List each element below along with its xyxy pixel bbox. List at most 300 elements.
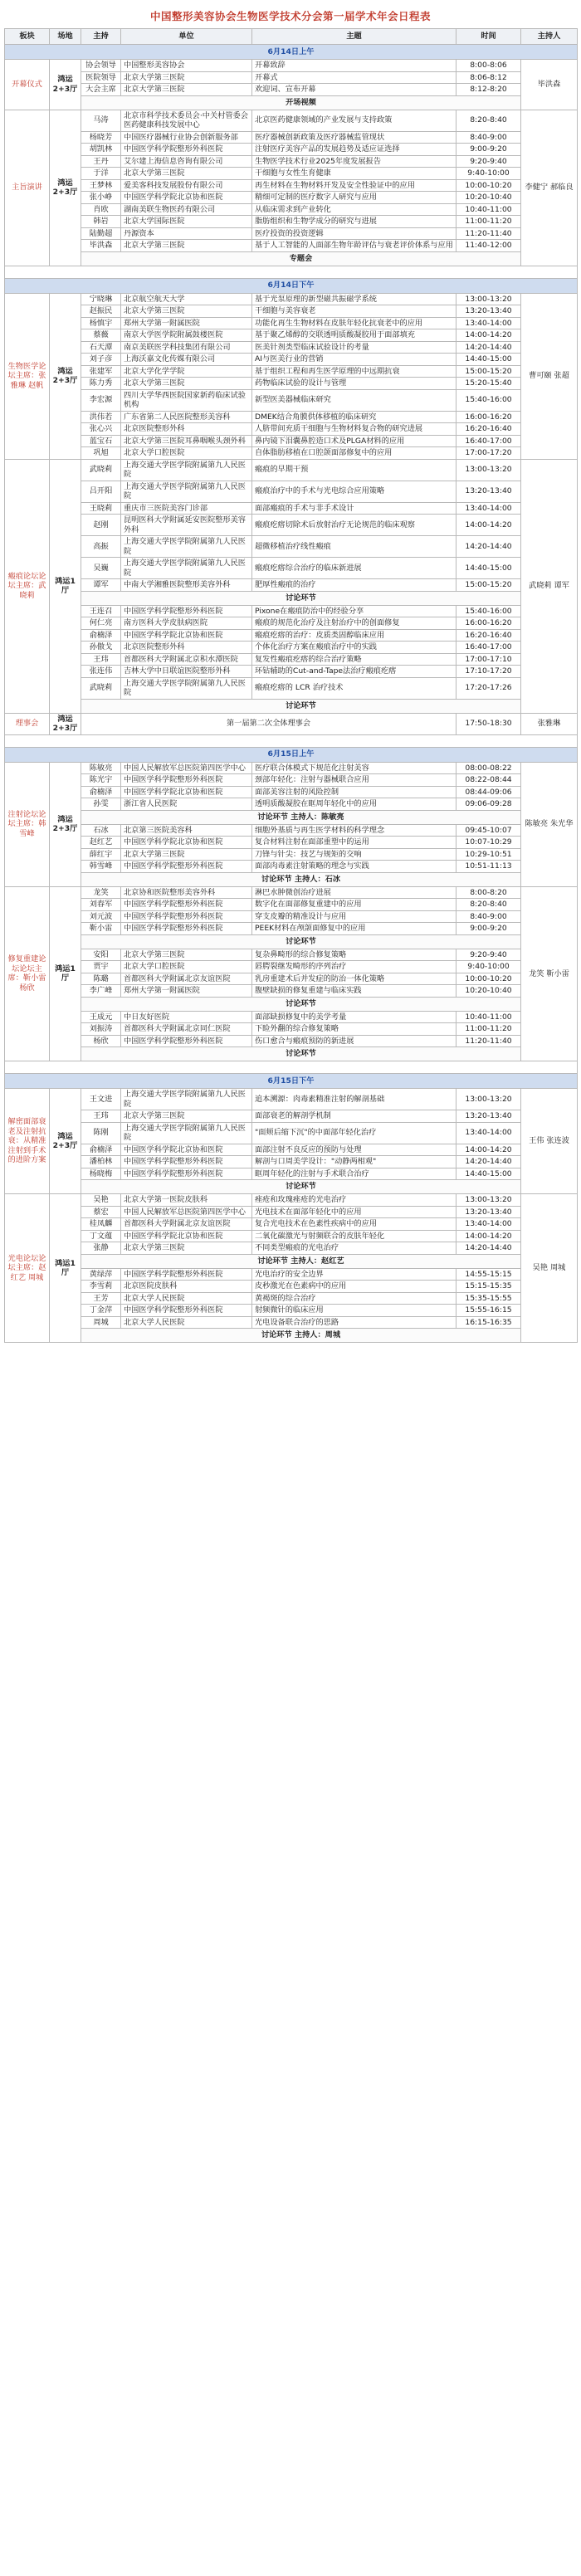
session-row [5,1023,578,1036]
time-cell: 16:20-16:40 [456,423,521,436]
time-cell: 16:00-16:20 [456,617,521,630]
session-row [5,1292,578,1305]
header-section: 板块 [5,29,50,45]
topic-cell: 干细胞与女性生育健康 [252,168,456,180]
unit-cell: 北京大学口腔医院 [121,447,252,460]
time-cell: 10:20-10:40 [456,985,521,998]
unit-cell: 中国医疗器械行业协会创新服务部 [121,131,252,144]
day-header-row [5,1074,578,1089]
topic-cell: 不同类型瘢痕的光电治疗 [252,1242,456,1255]
session-row [5,579,578,592]
time-cell: 10:00-10:20 [456,973,521,985]
schedule-table [4,28,578,1343]
time-cell: 17:00-17:10 [456,653,521,666]
session-row [5,923,578,935]
unit-cell: 首都医科大学附属北京友谊医院 [121,1218,252,1231]
time-cell: 16:00-16:20 [456,411,521,423]
break-label: 讨论环节 主持人：陈敏亮 [81,810,521,824]
topic-cell: 瘢痕疙瘩的治疗：皮质类固醇临床应用 [252,629,456,642]
time-cell: 8:12-8:20 [456,84,521,96]
topic-cell: 伤口愈合与瘢痕预防的新进展 [252,1035,456,1047]
speaker-cell: 薛红宇 [81,848,121,861]
speaker-cell: 俞楠泽 [81,1144,121,1156]
session-row [5,1281,578,1293]
topic-cell: 透明质酸凝胶在眶周年轻化中的应用 [252,798,456,811]
wide-topic-cell: 第一届第二次全体理事会 [81,713,456,734]
topic-cell: 开幕致辞 [252,60,456,72]
time-cell: 8:40-9:00 [456,131,521,144]
time-cell: 16:15-16:35 [456,1316,521,1329]
time-cell: 14:40-15:00 [456,558,521,579]
time-cell: 14:00-14:20 [456,1144,521,1156]
speaker-cell: 王玮 [81,653,121,666]
session-row [5,617,578,630]
time-cell: 08:00-08:22 [456,762,521,774]
day-label: 6月15日上午 [5,747,578,762]
speaker-cell: 吴艳 [81,1194,121,1207]
time-cell: 14:20-14:40 [456,1156,521,1168]
session-row [5,1035,578,1047]
break-row [5,810,578,824]
topic-cell: 基于组织工程和再生医学原理的中远期抗衰 [252,365,456,378]
session-row [5,435,578,447]
session-row [5,1168,578,1180]
session-row [5,305,578,318]
time-cell: 13:40-14:00 [456,1122,521,1144]
speaker-cell: 俞楠泽 [81,786,121,798]
topic-cell: 瘢痕疙瘩的 LCR 治疗技术 [252,677,456,699]
session-row [5,1242,578,1255]
session-row [5,910,578,923]
time-cell: 11:00-11:20 [456,216,521,228]
topic-cell: 面部瘢痕的手术与非手术设计 [252,502,456,515]
section-name: 瘢痕论坛论坛主席：武晓莉 [5,459,50,713]
session-row [5,848,578,861]
topic-cell: 面部美容注射的风险控制 [252,786,456,798]
unit-cell: 北京医院整形外科 [121,423,252,436]
day-spacer [5,734,578,747]
unit-cell: 北京协和医院整形美容外科 [121,886,252,899]
speaker-cell: 马涛 [81,110,121,131]
unit-cell: 北京大学第三医院耳鼻咽喉头颈外科 [121,435,252,447]
venue-cell: 鸿运2+3厅 [50,60,81,110]
unit-cell: 北京医院整形外科 [121,642,252,654]
topic-cell: 环钻辅助的Cut-and-Tape法治疗瘢痕疙瘩 [252,666,456,678]
unit-cell: 北京医院皮肤科 [121,1281,252,1293]
unit-cell: 中国医学科学院北京协和医院 [121,192,252,204]
session-row [5,227,578,240]
session-row [5,861,578,873]
session-row [5,1305,578,1317]
break-row [5,872,578,886]
session-row [5,423,578,436]
session-row [5,365,578,378]
time-cell: 17:50-18:30 [456,713,521,734]
topic-cell: 痤疮和玫瑰痤疮的光电治疗 [252,1194,456,1207]
break-row [5,1329,578,1343]
session-row [5,973,578,985]
unit-cell: 中国医学科学院北京协和医院 [121,1144,252,1156]
speaker-cell: 协会领导 [81,60,121,72]
speaker-cell: 张静 [81,1242,121,1255]
speaker-cell: 胡凯林 [81,144,121,156]
speaker-cell: 张心兴 [81,423,121,436]
session-row [5,354,578,366]
time-cell: 8:00-8:06 [456,60,521,72]
topic-cell: 数字化在面部修复重建中的应用 [252,899,456,911]
unit-cell: 郑州大学第一附属医院 [121,317,252,329]
topic-cell: 复发性瘢痕疙瘩的综合治疗策略 [252,653,456,666]
time-cell: 13:20-13:40 [456,1206,521,1218]
topic-cell: 乳房重建术后并发症的防治一体化策略 [252,973,456,985]
day-spacer [5,1061,578,1074]
session-row [5,459,578,481]
break-label: 讨论环节 [81,1180,521,1194]
moderator-cell: 吴艳 周城 [521,1194,578,1343]
unit-cell: 北京大学化学学院 [121,365,252,378]
unit-cell: 中国医学科学院整形外科医院 [121,144,252,156]
speaker-cell: 桂凤麟 [81,1218,121,1231]
speaker-cell: 洪伟若 [81,411,121,423]
speaker-cell: 蔡薇 [81,329,121,342]
speaker-cell: 蓝宝石 [81,435,121,447]
speaker-cell: 刘子彦 [81,354,121,366]
moderator-cell: 陈敏亮 朱光华 [521,762,578,886]
speaker-cell: 陈璐 [81,973,121,985]
topic-cell: 瘢痕疙瘩综合治疗的临床新进展 [252,558,456,579]
session-row [5,666,578,678]
topic-cell: 自体脂肪移植在口腔颌面部修复中的应用 [252,447,456,460]
speaker-cell: 于洋 [81,168,121,180]
speaker-cell: 王晓莉 [81,502,121,515]
unit-cell: 北京大学第三医院 [121,305,252,318]
unit-cell: 中国医学科学院整形外科医院 [121,923,252,935]
speaker-cell: 何仁亮 [81,617,121,630]
time-cell: 14:00-14:20 [456,515,521,536]
unit-cell: 上海交通大学医学院附属第九人民医院 [121,459,252,481]
speaker-cell: 武晓莉 [81,677,121,699]
session-row [5,798,578,811]
unit-cell: 中国医学科学院整形外科医院 [121,1168,252,1180]
session-row [5,144,578,156]
time-cell: 15:00-15:20 [456,579,521,592]
unit-cell: 中南大学湘雅医院整形美容外科 [121,579,252,592]
unit-cell: 首都医科大学附属北京同仁医院 [121,1023,252,1036]
speaker-cell: 贾宇 [81,961,121,973]
time-cell: 09:06-09:28 [456,798,521,811]
speaker-cell: 韩岩 [81,216,121,228]
time-cell: 10:40-11:00 [456,1011,521,1023]
unit-cell: 广东省第二人民医院整形美容科 [121,411,252,423]
session-row [5,1194,578,1207]
time-cell: 17:20-17:26 [456,677,521,699]
unit-cell: 中国医学科学院整形外科医院 [121,1035,252,1047]
topic-cell: 面部肉毒素注射策略的理念与实践 [252,861,456,873]
topic-cell: 下睑外翻的综合修复策略 [252,1023,456,1036]
break-label: 讨论环节 主持人：赵红艺 [81,1254,521,1268]
time-cell: 14:20-14:40 [456,1242,521,1255]
session-row [5,515,578,536]
unit-cell: 北京大学第三医院 [121,71,252,84]
session-row [5,481,578,502]
speaker-cell: 黄绿萍 [81,1268,121,1281]
session-row [5,653,578,666]
topic-cell: Pixone在瘢痕防治中的经验分享 [252,605,456,617]
time-cell: 15:40-16:00 [456,389,521,411]
time-cell: 10:51-11:13 [456,861,521,873]
unit-cell: 北京大学第三医院 [121,848,252,861]
speaker-cell: 毕洪森 [81,240,121,252]
topic-cell: 瘢痕的规范化治疗及注射治疗中的创面修复 [252,617,456,630]
speaker-cell: 王连召 [81,605,121,617]
day-header-row [5,45,578,60]
unit-cell: 南京大学医学院附属鼓楼医院 [121,329,252,342]
speaker-cell: 杨晓梅 [81,1168,121,1180]
topic-cell: 唇腭裂继发畸形的序列治疗 [252,961,456,973]
time-cell: 10:20-10:40 [456,192,521,204]
unit-cell: 上海交通大学医学院附属第九人民医院 [121,1089,252,1110]
topic-cell: 再生材料在生物材料开发及安全性验证中的应用 [252,179,456,192]
break-row [5,934,578,949]
session-row [5,1206,578,1218]
unit-cell: 北京大学第三医院 [121,1242,252,1255]
speaker-cell: 王文进 [81,1089,121,1110]
time-cell: 10:29-10:51 [456,848,521,861]
day-header-row [5,278,578,293]
header-venue: 场地 [50,29,81,45]
speaker-cell: 丁文蕴 [81,1230,121,1242]
unit-cell: 南京美联医学科技集团有限公司 [121,341,252,354]
speaker-cell: 医院领导 [81,71,121,84]
speaker-cell: 丁金萍 [81,1305,121,1317]
speaker-cell: 王成元 [81,1011,121,1023]
topic-cell: 黄褐斑的综合治疗 [252,1292,456,1305]
topic-cell: 细胞外基质与再生医学材料的科学理念 [252,824,456,837]
session-row [5,131,578,144]
speaker-cell: 俞楠泽 [81,629,121,642]
speaker-cell: 李雪莉 [81,1281,121,1293]
speaker-cell: 刘春军 [81,899,121,911]
topic-cell: 干细胞与美容衰老 [252,305,456,318]
speaker-cell: 孙雯 [81,798,121,811]
time-cell: 14:40-15:00 [456,1168,521,1180]
section-name: 注射论坛论坛主席：韩雪峰 [5,762,50,886]
topic-cell: 北京医药健康领域的产业发展与支持政策 [252,110,456,131]
speaker-cell: 杨慎宇 [81,317,121,329]
unit-cell: 中国医学科学院整形外科医院 [121,861,252,873]
speaker-cell: 孙傲戈 [81,642,121,654]
topic-cell: 医疗器械创新政策及医疗器械监管现状 [252,131,456,144]
session-row [5,179,578,192]
topic-cell: 解剖与口周美学设计："动静两相观" [252,1156,456,1168]
session-row [5,1089,578,1110]
unit-cell: 上海沃嘉文化传媒有限公司 [121,354,252,366]
topic-cell: 基于人工智能的人面部生物年龄评估与衰老评价体系与应用 [252,240,456,252]
topic-cell: 腹壁缺损的修复重建与临床实践 [252,985,456,998]
topic-cell: 基于聚乙烯醇的交联透明质酸凝胶用于面部填充 [252,329,456,342]
topic-cell: 基于光泵原理的新型磁共振磁学系统 [252,293,456,305]
unit-cell: 北京大学第一医院皮肤科 [121,1194,252,1207]
time-cell: 8:06-8:12 [456,71,521,84]
unit-cell: 中日友好医院 [121,1011,252,1023]
moderator-cell: 王伟 张连波 [521,1089,578,1194]
speaker-cell: 刘元波 [81,910,121,923]
session-row [5,216,578,228]
header-time: 时间 [456,29,521,45]
break-label: 讨论环节 主持人：石冰 [81,872,521,886]
venue-cell: 鸿运1厅 [50,886,81,1061]
time-cell: 8:00-8:20 [456,886,521,899]
topic-cell: 医疗投资的投资逻辑 [252,227,456,240]
topic-cell: 医美针剂类型临床试验设计的考量 [252,341,456,354]
time-cell: 16:40-17:00 [456,435,521,447]
moderator-cell: 龙笑 靳小雷 [521,886,578,1061]
session-row [5,317,578,329]
break-row [5,591,578,605]
day-header-row [5,747,578,762]
session-row [5,713,578,734]
session-row [5,762,578,774]
session-row [5,985,578,998]
break-row [5,1254,578,1268]
break-row [5,251,578,266]
topic-cell: 射频微针的临床应用 [252,1305,456,1317]
speaker-cell: 张小峥 [81,192,121,204]
speaker-cell: 王玮 [81,1110,121,1123]
speaker-cell: 武晓莉 [81,459,121,481]
day-label: 6月15日下午 [5,1074,578,1089]
unit-cell: 中国医学科学院北京协和医院 [121,837,252,849]
time-cell: 13:00-13:20 [456,1194,521,1207]
topic-cell: 光电治疗的安全边界 [252,1268,456,1281]
time-cell: 09:45-10:07 [456,824,521,837]
topic-cell: 鼻内镜下泪囊鼻腔造口术及PLGA材料的应用 [252,435,456,447]
header-topic: 主题 [252,29,456,45]
session-row [5,629,578,642]
time-cell: 8:20-8:40 [456,899,521,911]
topic-cell: 面部缺损修复中的美学考量 [252,1011,456,1023]
session-row [5,155,578,168]
speaker-cell: 杨欣 [81,1035,121,1047]
time-cell: 13:20-13:40 [456,305,521,318]
topic-cell: 开幕式 [252,71,456,84]
topic-cell: 功能化再生生物材料在皮肤年轻化抗衰老中的应用 [252,317,456,329]
time-cell: 13:00-13:20 [456,293,521,305]
topic-cell: PEEK材料在颅颌面修复中的应用 [252,923,456,935]
session-row [5,60,578,72]
topic-cell: 刀锋与针尖：技艺与规矩的交响 [252,848,456,861]
time-cell: 14:20-14:40 [456,536,521,558]
time-cell: 16:20-16:40 [456,629,521,642]
topic-cell: 新型医美器械临床研究 [252,389,456,411]
time-cell: 13:00-13:20 [456,459,521,481]
time-cell: 9:00-9:20 [456,144,521,156]
session-row [5,1230,578,1242]
session-row [5,192,578,204]
topic-cell: 欢迎词、宣布开幕 [252,84,456,96]
time-cell: 9:20-9:40 [456,949,521,961]
time-cell: 15:15-15:35 [456,1281,521,1293]
venue-cell: 鸿运2+3厅 [50,293,81,459]
unit-cell: 上海交通大学医学院附属第九人民医院 [121,481,252,502]
time-cell: 11:20-11:40 [456,227,521,240]
time-cell: 10:00-10:20 [456,179,521,192]
time-cell: 14:20-14:40 [456,341,521,354]
unit-cell: 中国人民解放军总医院第四医学中心 [121,1206,252,1218]
unit-cell: 中国医学科学院整形外科医院 [121,1268,252,1281]
topic-cell: 淋巴水肿微创治疗进展 [252,886,456,899]
session-row [5,642,578,654]
time-cell: 9:40-10:00 [456,168,521,180]
time-cell: 14:40-15:00 [456,354,521,366]
session-row [5,1218,578,1231]
header-speaker: 主持 [81,29,121,45]
topic-cell: 个体化治疗方案在瘢痕治疗中的实践 [252,642,456,654]
unit-cell: 北京大学第三医院 [121,1110,252,1123]
speaker-cell: 高振 [81,536,121,558]
speaker-cell: 石天潭 [81,341,121,354]
topic-cell: AI与医美行业的营销 [252,354,456,366]
time-cell: 13:20-13:40 [456,481,521,502]
speaker-cell: 王梦林 [81,179,121,192]
speaker-cell: 蔡宏 [81,1206,121,1218]
speaker-cell: 石冰 [81,824,121,837]
session-row [5,961,578,973]
break-label: 讨论环节 [81,934,521,949]
session-row [5,389,578,411]
document-title: 中国整形美容协会生物医学技术分会第一届学术年会日程表 [149,10,431,22]
speaker-cell: 宁晓琳 [81,293,121,305]
speaker-cell: 龙笑 [81,886,121,899]
unit-cell: 中国人民解放军总医院第四医学中心 [121,762,252,774]
unit-cell: 浙江省人民医院 [121,798,252,811]
header-moderator: 主持人 [521,29,578,45]
speaker-cell: 肖欧 [81,203,121,216]
speaker-cell: 赵红艺 [81,837,121,849]
time-cell: 13:20-13:40 [456,1110,521,1123]
session-row [5,168,578,180]
session-row [5,824,578,837]
speaker-cell: 安阳 [81,949,121,961]
session-row [5,1122,578,1144]
topic-cell: 瘢痕的早期干预 [252,459,456,481]
speaker-cell: 周城 [81,1316,121,1329]
time-cell: 9:00-9:20 [456,923,521,935]
unit-cell: 中国医学科学院整形外科医院 [121,605,252,617]
unit-cell: 中国医学科学院北京协和医院 [121,786,252,798]
unit-cell: 中国医学科学院整形外科医院 [121,910,252,923]
time-cell: 8:40-9:00 [456,910,521,923]
time-cell: 8:20-8:40 [456,110,521,131]
time-cell: 14:00-14:20 [456,329,521,342]
unit-cell: 昆明医科大学附属延安医院整形美容外科 [121,515,252,536]
speaker-cell: 张连伟 [81,666,121,678]
section-name: 生物医学论坛主席：张雅琳 赵帆 [5,293,50,459]
topic-cell: 注射医疗美容产品的发展趋势及适应证选择 [252,144,456,156]
venue-cell: 鸿运2+3厅 [50,110,81,266]
unit-cell: 北京市科学技术委员会·中关村管委会医药健康科技发展中心 [121,110,252,131]
moderator-cell: 武晓莉 谭军 [521,459,578,713]
unit-cell: 北京第三医院美容科 [121,824,252,837]
session-row [5,447,578,460]
speaker-cell: 陆勤超 [81,227,121,240]
session-row [5,411,578,423]
speaker-cell: 韩雪峰 [81,861,121,873]
topic-cell: 从临床需求到产业转化 [252,203,456,216]
topic-cell: 穿支皮瓣的精准设计与应用 [252,910,456,923]
time-cell: 15:40-16:00 [456,605,521,617]
unit-cell: 北京大学第三医院 [121,168,252,180]
